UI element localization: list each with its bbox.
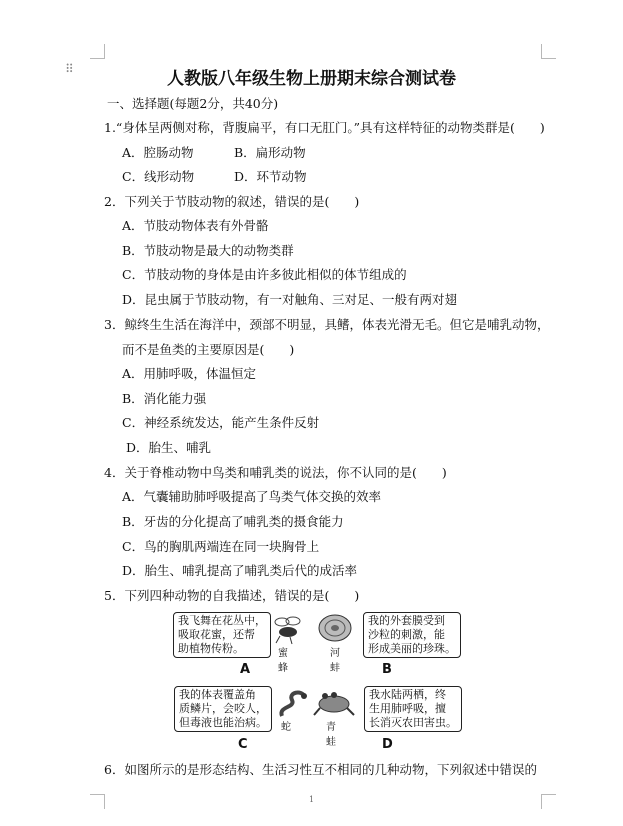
q4-option-d: D．胎生、哺乳提高了哺乳类后代的成活率 — [122, 563, 358, 578]
clam-icon — [316, 612, 354, 644]
margin-corner-top-right — [541, 44, 556, 59]
bubble-c-line-1: 我的体表覆盖角 — [179, 688, 256, 701]
bubble-a-line-2: 吸取花蜜，还帮 — [178, 628, 255, 641]
bubble-d — [364, 686, 462, 732]
q2-stem: 2．下列关于节肢动物的叙述，错误的是( ) — [104, 194, 360, 209]
q3-stem: 3．鲸终生生活在海洋中，颈部不明显，具鳍，体表光滑无毛。但它是哺乳动物， — [104, 317, 550, 332]
q2-option-d: D．昆虫属于节肢动物，有一对触角、三对足、一般有两对翅 — [122, 292, 458, 307]
bubble-d-line-2: 生用肺呼吸，擅 — [369, 702, 446, 715]
label-bee: 蜜蜂 — [278, 648, 288, 674]
bubble-b — [363, 612, 461, 658]
bubble-c-line-3: 但毒液也能治病。 — [179, 716, 267, 729]
q4-option-a: A．气囊辅助肺呼吸提高了鸟类气体交换的效率 — [122, 489, 382, 504]
snake-icon — [276, 686, 310, 720]
bubble-b-line-2: 沙粒的刺激，能 — [368, 628, 445, 641]
bubble-c — [174, 686, 272, 732]
bubble-b-line-1: 我的外套膜受到 — [368, 614, 445, 627]
q3-option-b: B．消化能力强 — [122, 391, 207, 406]
bubble-a — [173, 612, 271, 658]
q1-option-c: C．线形动物 — [122, 169, 195, 184]
q2-option-a: A．节肢动物体表有外骨骼 — [122, 218, 269, 233]
frog-icon — [312, 688, 356, 718]
q2-option-c: C．节肢动物的身体是由许多彼此相似的体节组成的 — [122, 267, 407, 282]
bubble-d-line-1: 我水陆两栖，终 — [369, 688, 446, 701]
q4-stem: 4．关于脊椎动物中鸟类和哺乳类的说法，你不认同的是( ) — [104, 465, 447, 480]
q1-stem: 1.“身体呈两侧对称，背腹扁平，有口无肛门。”具有这样特征的动物类群是( ) — [104, 120, 545, 135]
section-heading: 一、选择题(每题2分，共40分) — [107, 96, 279, 111]
bubble-b-line-3: 形成美丽的珍珠。 — [368, 642, 456, 655]
drag-handle-icon[interactable]: ⠿ — [65, 62, 75, 76]
bubble-d-line-3: 长消灭农田害虫。 — [369, 716, 457, 729]
q3-option-c: C．神经系统发达，能产生条件反射 — [122, 415, 320, 430]
bubble-a-line-3: 助植物传粉。 — [178, 642, 244, 655]
q4-option-c: C．鸟的胸肌两端连在同一块胸骨上 — [122, 539, 320, 554]
q1-option-b: B．扁形动物 — [234, 145, 306, 160]
page-number: 1 — [308, 795, 315, 804]
bubble-a-line-1: 我飞舞在花丛中， — [178, 614, 266, 627]
caption-a: A — [240, 662, 251, 677]
label-clam: 河蚌 — [330, 648, 340, 674]
q4-option-b: B．牙齿的分化提高了哺乳类的摄食能力 — [122, 514, 344, 529]
bubble-c-line-2: 质鳞片，会咬人， — [179, 702, 267, 715]
label-frog: 青蛙 — [326, 722, 336, 748]
q2-option-b: B．节肢动物是最大的动物类群 — [122, 243, 294, 258]
caption-d: D — [382, 737, 393, 752]
q3-option-d: D．胎生、哺乳 — [126, 440, 212, 455]
page-title: 人教版八年级生物上册期末综合测试卷 — [167, 69, 456, 89]
q1-option-d: D．环节动物 — [234, 169, 307, 184]
margin-corner-top-left — [90, 44, 105, 59]
q6-stem: 6．如图所示的是形态结构、生活习性互不相同的几种动物，下列叙述中错误的 — [104, 762, 537, 777]
q3-stem-cont: 而不是鱼类的主要原因是( ) — [122, 342, 295, 357]
caption-c: C — [238, 737, 248, 752]
label-snake: 蛇 — [281, 722, 291, 733]
q5-stem: 5．下列四种动物的自我描述，错误的是( ) — [104, 588, 360, 603]
bee-icon — [268, 610, 308, 646]
q1-option-a: A．腔肠动物 — [122, 145, 194, 160]
caption-b: B — [382, 662, 392, 677]
q3-option-a: A．用肺呼吸，体温恒定 — [122, 366, 257, 381]
